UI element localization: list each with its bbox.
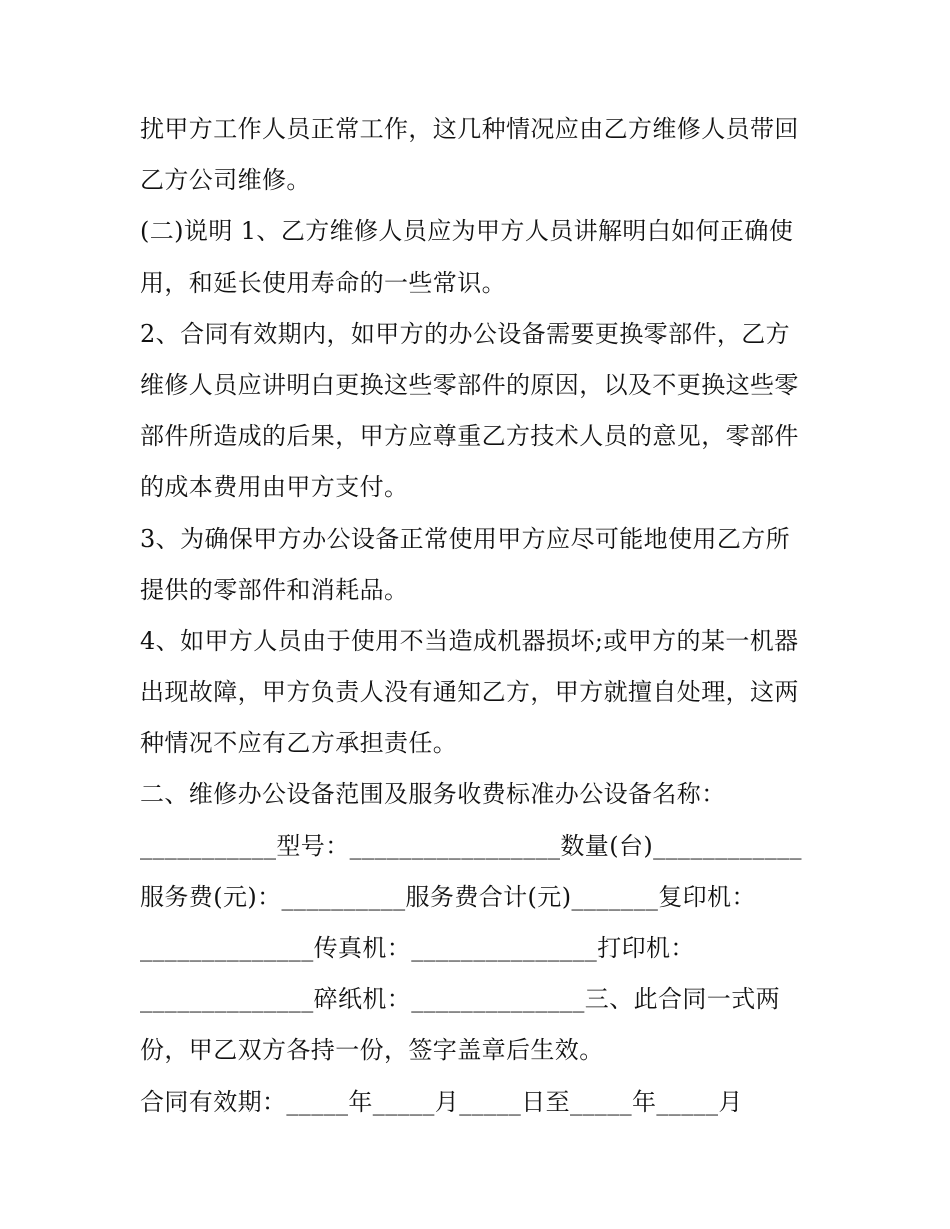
text-line: 种情况不应有乙方承担责任。: [140, 729, 458, 758]
text-line: 出现故障，甲方负责人没有通知乙方，甲方就擅自处理，这两: [140, 678, 799, 707]
text-line: (二)说明 1、乙方维修人员应为甲方人员讲解明白如何正确使: [140, 217, 794, 246]
text-line: 部件所造成的后果，甲方应尊重乙方技术人员的意见，零部件: [140, 422, 799, 451]
text-line: 乙方公司维修。: [140, 166, 311, 195]
text-line: 维修人员应讲明白更换这些零部件的原因，以及不更换这些零: [140, 370, 799, 399]
text-line: 2、合同有效期内，如甲方的办公设备需要更换零部件，乙方: [140, 319, 791, 348]
document-body: [140, 104, 820, 1128]
text-line: 的成本费用由甲方支付。: [140, 473, 409, 502]
form-field-line: 服务费(元)：__________服务费合计(元)_______复印机：: [140, 882, 756, 911]
text-line: 提供的零部件和消耗品。: [140, 575, 409, 604]
text-line: 3、为确保甲方办公设备正常使用甲方应尽可能地使用乙方所: [140, 524, 791, 553]
text-line: 用，和延长使用寿命的一些常识。: [140, 268, 506, 297]
text-line: 4、如甲方人员由于使用不当造成机器损坏;或甲方的某一机器: [140, 626, 799, 655]
text-line: 扰甲方工作人员正常工作，这几种情况应由乙方维修人员带回: [140, 115, 799, 143]
form-field-line: ______________传真机：_______________打印机：: [140, 934, 695, 962]
form-field-line: 合同有效期：_____年_____月_____日至_____年_____月: [140, 1087, 743, 1116]
form-field-line: ___________型号：_________________数量(台)____________: [140, 831, 802, 860]
section-heading: 二、维修办公设备范围及服务收费标准办公设备名称：: [140, 780, 726, 809]
text-line: 份，甲乙双方各持一份，签字盖章后生效。: [140, 1036, 604, 1065]
form-field-line: ______________碎纸机：______________三、此合同一式两: [140, 985, 780, 1014]
